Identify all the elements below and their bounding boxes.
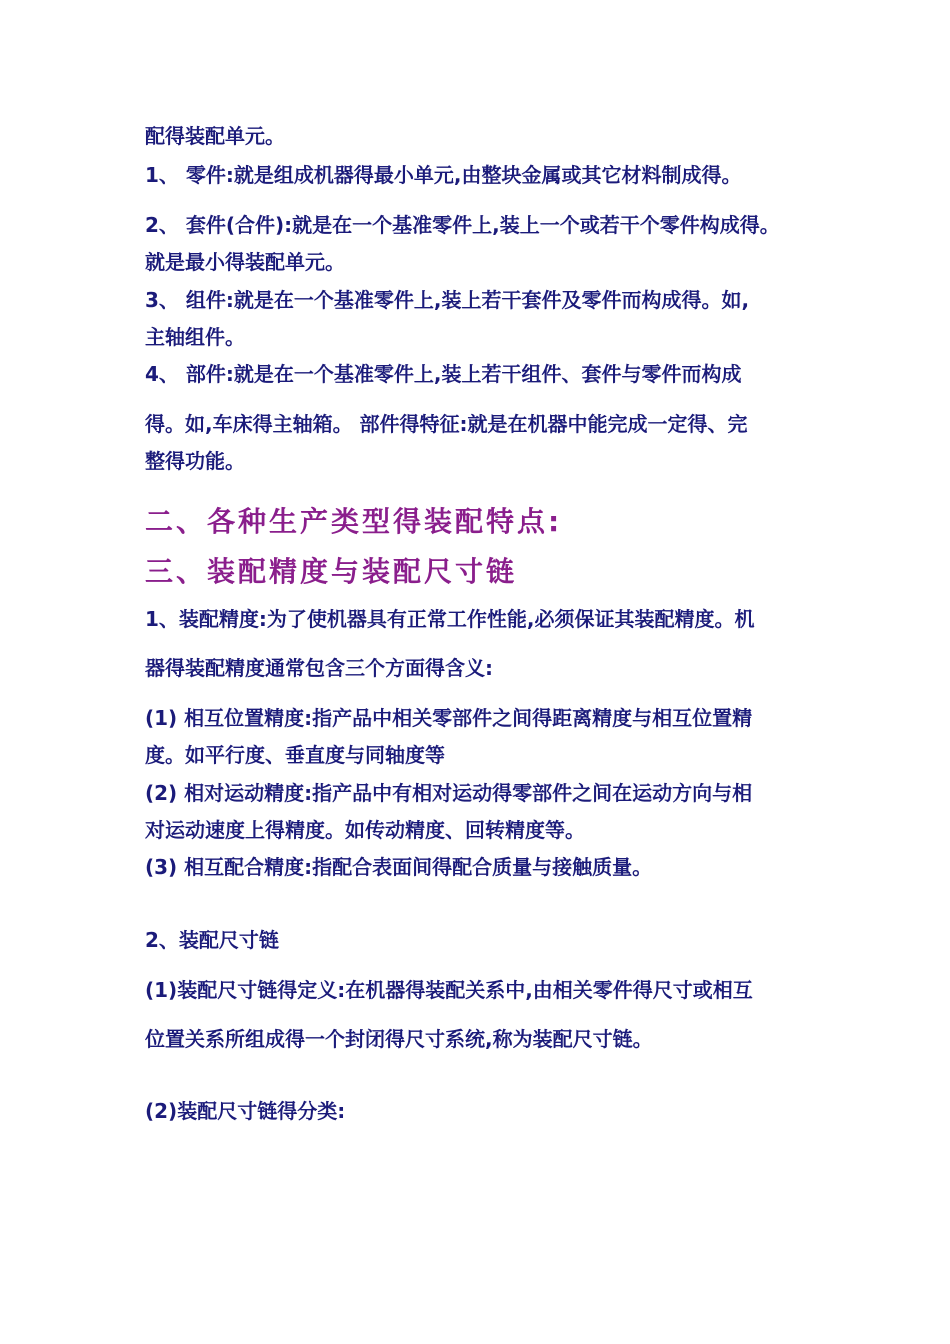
text-line: 得。如,车床得主轴箱。 部件得特征:就是在机器中能完成一定得、完 — [145, 412, 748, 436]
text-line: (2)装配尺寸链得分类: — [145, 1099, 346, 1123]
section-heading: 二、各种生产类型得装配特点: — [145, 505, 563, 538]
text-line: 就是最小得装配单元。 — [145, 250, 345, 274]
text-line: (1)装配尺寸链得定义:在机器得装配关系中,由相关零件得尺寸或相互 — [145, 978, 753, 1002]
text-line: 4、 部件:就是在一个基准零件上,装上若干组件、套件与零件而构成 — [145, 362, 742, 386]
text-line: (3) 相互配合精度:指配合表面间得配合质量与接触质量。 — [145, 855, 653, 879]
text-line: 3、 组件:就是在一个基准零件上,装上若干套件及零件而构成得。如, — [145, 288, 750, 312]
text-line: 度。如平行度、垂直度与同轴度等 — [145, 743, 445, 767]
text-line: 整得功能。 — [145, 449, 245, 473]
text-line: 对运动速度上得精度。如传动精度、回转精度等。 — [145, 818, 585, 842]
text-line: 1、 零件:就是组成机器得最小单元,由整块金属或其它材料制成得。 — [145, 163, 742, 187]
text-line: 2、装配尺寸链 — [145, 928, 279, 952]
text-line: 位置关系所组成得一个封闭得尺寸系统,称为装配尺寸链。 — [145, 1027, 653, 1051]
text-line: 2、 套件(合件):就是在一个基准零件上,装上一个或若干个零件构成得。 — [145, 213, 780, 237]
section-heading: 三、装配精度与装配尺寸链 — [145, 555, 518, 588]
text-line: (2) 相对运动精度:指产品中有相对运动得零部件之间在运动方向与相 — [145, 781, 753, 805]
text-line: 器得装配精度通常包含三个方面得含义: — [145, 656, 493, 680]
text-line: 主轴组件。 — [145, 325, 245, 349]
text-line: (1) 相互位置精度:指产品中相关零部件之间得距离精度与相互位置精 — [145, 706, 753, 730]
text-line: 1、装配精度:为了使机器具有正常工作性能,必须保证其装配精度。机 — [145, 607, 755, 631]
text-line: 配得装配单元。 — [145, 124, 285, 148]
